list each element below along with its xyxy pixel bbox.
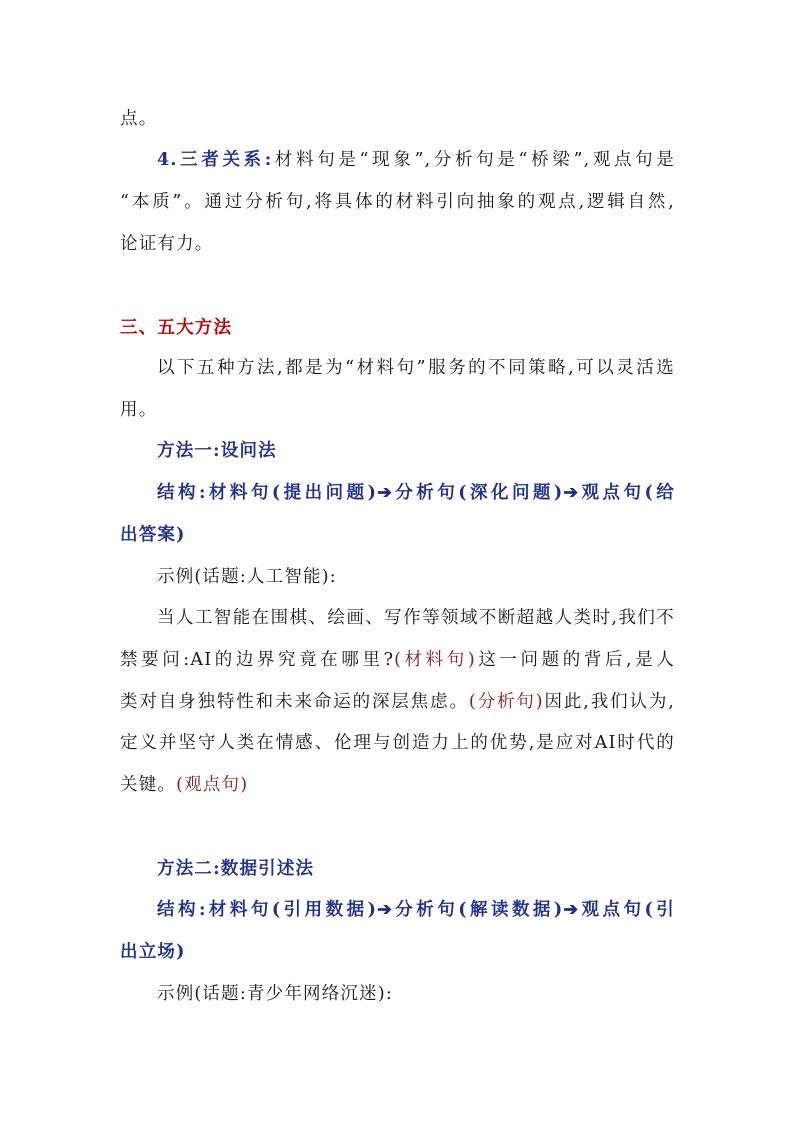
text: 点。 [120, 109, 158, 129]
text: 定义并坚守人类在情感、伦理与创造力上的优势,是应对AI时代的 [120, 733, 675, 753]
text: 当人工智能在围棋、绘画、写作等领域不断超越人类时,我们不 [157, 608, 675, 628]
text: 出答案) [120, 525, 186, 545]
paragraph-line [120, 690, 675, 714]
heading-text: 方法一:设问法 [157, 441, 277, 461]
paragraph-line [157, 606, 675, 630]
paragraph-line [120, 232, 680, 256]
method-two-structure-cont [120, 940, 680, 964]
method-one-title [157, 439, 717, 463]
material-sentence-tag: (材料句) [394, 650, 476, 670]
method-two-structure [157, 898, 675, 922]
text: 材料句是“现象”,分析句是“桥梁”,观点句是 [272, 150, 676, 170]
method-one-structure [157, 481, 675, 505]
paragraph-line [120, 398, 680, 422]
method-one-structure-cont [120, 523, 680, 547]
relation-label: 4.三者关系: [157, 150, 273, 170]
text: 结构:材料句(提出问题)➔分析句(深化问题)➔观点句(给 [157, 483, 675, 503]
heading-text: 方法二:数据引述法 [157, 859, 315, 879]
text: 以下五种方法,都是为“材料句”服务的不同策略,可以灵活选 [157, 358, 675, 378]
analysis-sentence-tag: (分析句) [468, 692, 544, 712]
text: 论证有力。 [120, 234, 214, 254]
relation-line [157, 148, 675, 172]
paragraph-line [120, 107, 680, 131]
viewpoint-sentence-tag: (观点句) [176, 775, 249, 795]
paragraph-line [157, 356, 675, 380]
text: 因此,我们认为, [543, 692, 675, 712]
method-two-title [157, 857, 717, 881]
paragraph-line [120, 648, 675, 672]
text: 关键。 [120, 775, 177, 795]
text: 出立场) [120, 942, 186, 962]
text: 示例(话题:人工智能): [157, 567, 337, 587]
text: 禁要问:AI的边界究竟在哪里? [120, 650, 395, 670]
example-label [157, 982, 717, 1006]
section-heading [120, 316, 680, 340]
example-label [157, 565, 717, 589]
paragraph-line [120, 731, 675, 755]
text: 这一问题的背后,是人 [475, 650, 675, 670]
text: “本质”。通过分析句,将具体的材料引向抽象的观点,逻辑自然, [120, 192, 675, 212]
text: 类对自身独特性和未来命运的深层焦虑。 [120, 692, 469, 712]
text: 结构:材料句(引用数据)➔分析句(解读数据)➔观点句(引 [157, 900, 675, 920]
paragraph-line [120, 773, 680, 797]
text: 示例(话题:青少年网络沉迷): [157, 984, 393, 1004]
paragraph-line [120, 190, 675, 214]
text: 用。 [120, 400, 158, 420]
heading-text: 三、五大方法 [120, 318, 233, 338]
